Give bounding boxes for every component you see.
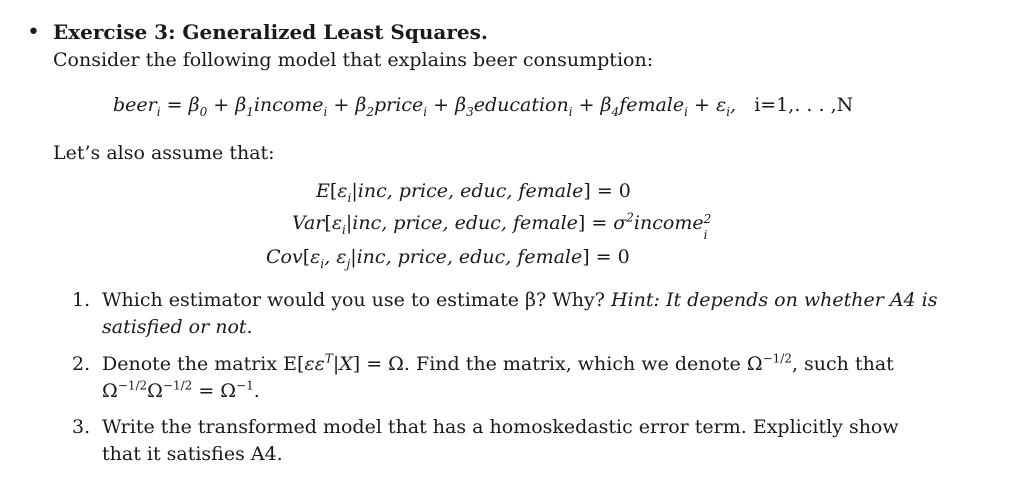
question-number: 1. <box>72 289 91 311</box>
equation-covariance: $Cov[\varepsilon_i$, $\varepsilon_j|inc$, price, educ, female] = 0 <box>266 246 630 271</box>
question-3 <box>72 414 942 468</box>
index-range: i=1,. . . ,N <box>754 94 854 116</box>
assumption-intro: Let’s also assume that: <box>53 142 275 164</box>
question-2: 2. Denote the matrix $E[\varepsilon\varepsilon^T|X] = \Omega$. Find the matrix, which we denote $\Omega^{-1/2}$, such that $\Omega^{-1/2}\Omega^{-1/2} = \Omega^{-1}$. <box>72 351 894 402</box>
question-number: 2. <box>72 353 91 375</box>
equation-expectation: $E[\varepsilon_i|inc$, price, educ, female] = 0 <box>316 180 631 205</box>
question-number: 3. <box>72 416 91 438</box>
exercise-title: Exercise 3: Generalized Least Squares. <box>53 20 488 44</box>
equation-variance: $Var[\varepsilon_i|inc$, price, educ, female] = $\sigma^2income$ 2 i <box>292 210 712 242</box>
bullet: • <box>27 20 40 45</box>
regression-model: beer$_i$ = $\beta_0$ + $\beta_1income_i$ + $\beta_2price_i$ + $\beta_3education_i$ + $\beta_4female_i + \varepsilon_i$, i=1,. . . ,N <box>113 94 854 119</box>
question-text: Which estimator would you use to estimate β? Why? <box>102 289 605 311</box>
question-1 <box>72 287 942 341</box>
question-text: Write the transformed model that has a homoskedastic error term. Explicitly show that it satisfies A4. <box>102 416 899 465</box>
intro-text: Consider the following model that explains beer consumption: <box>53 49 654 71</box>
hint-text: Hint: It depends on whether A4 is satisfied or not. <box>102 289 938 338</box>
